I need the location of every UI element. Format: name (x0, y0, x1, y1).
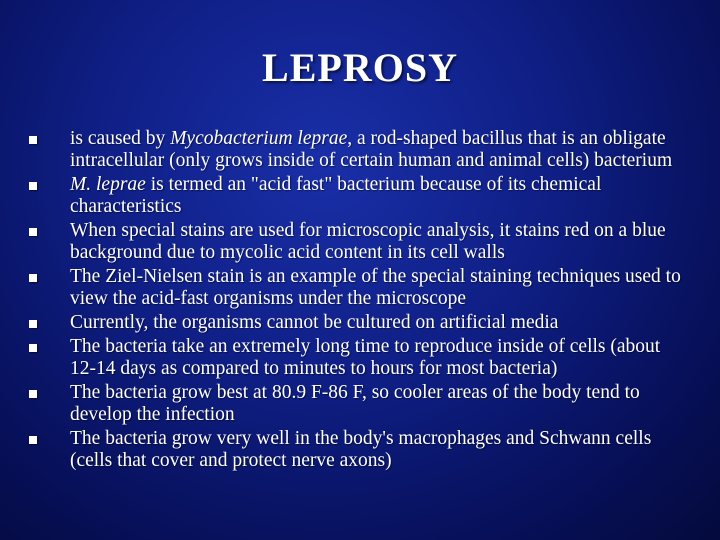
bullet-item (0, 174, 720, 218)
square-bullet-icon (29, 182, 37, 190)
bullet-text-pre: The bacteria grow best at 80.9 F-86 F, so cooler areas of the body tend to develop the infection (70, 382, 640, 425)
bullet-item (0, 128, 720, 172)
square-bullet-icon (29, 274, 37, 282)
square-bullet-icon (29, 436, 37, 444)
bullet-text-post: is termed an "acid fast" bacterium because of its chemical characteristics (70, 174, 602, 217)
bullet-text-pre: is caused by (70, 128, 171, 149)
bullet-item (0, 220, 720, 264)
bullet-list (0, 128, 720, 474)
square-bullet-icon (29, 320, 37, 328)
bullet-text-pre: The Ziel-Nielsen stain is an example of the special staining techniques used to view the acid-fast organisms under the microscope (70, 266, 681, 309)
bullet-text-post: , a rod-shaped bacillus that is an obligate intracellular (only grows inside of certain human and animal cells) bacterium (70, 128, 673, 171)
slide-title: LEPROSY (262, 45, 458, 90)
square-bullet-icon (29, 390, 37, 398)
bullet-text-pre: Currently, the organisms cannot be cultured on artificial media (70, 312, 559, 333)
square-bullet-icon (29, 344, 37, 352)
bullet-text-pre: The bacteria grow very well in the body's macrophages and Schwann cells (cells that cover and protect nerve axons) (70, 428, 652, 471)
square-bullet-icon (29, 228, 37, 236)
square-bullet-icon (29, 136, 37, 144)
bullet-item (0, 382, 720, 426)
bullet-item (0, 336, 720, 380)
bullet-item (0, 312, 720, 334)
bullet-item (0, 428, 720, 472)
bullet-text-pre: The bacteria take an extremely long time to reproduce inside of cells (about 12-14 days as compared to minutes to hours for most bacteria) (70, 336, 661, 379)
bullet-text-pre: When special stains are used for microscopic analysis, it stains red on a blue background due to mycolic acid content in its cell walls (70, 220, 666, 263)
bullet-text-italic: Mycobacterium leprae (170, 128, 348, 149)
bullet-item (0, 266, 720, 310)
bullet-text-italic: M. leprae (70, 174, 146, 195)
